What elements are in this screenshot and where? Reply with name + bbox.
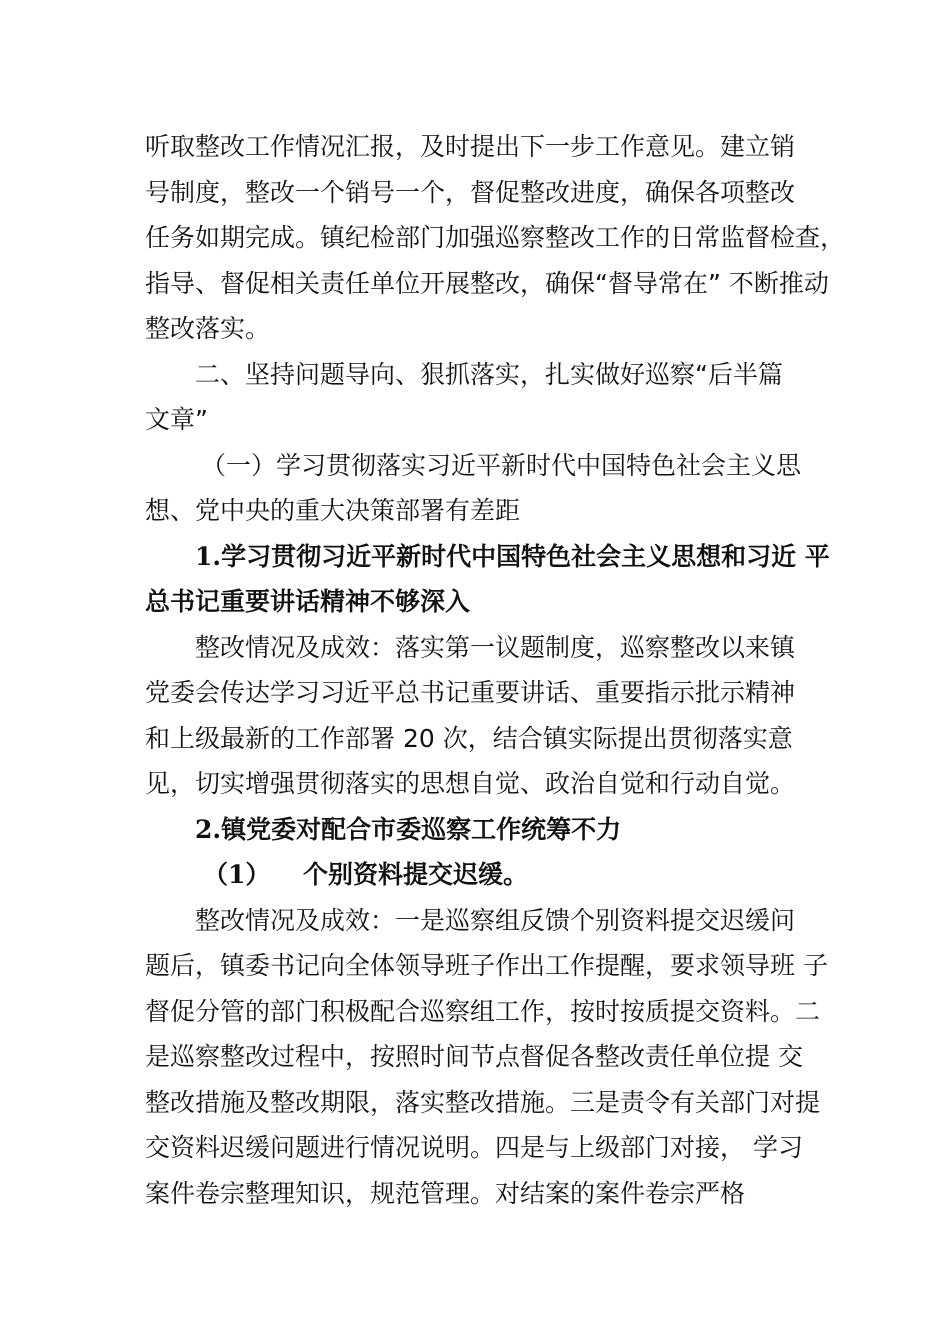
paragraph-rectification-mechanism [145, 124, 846, 352]
sub-item-1 [145, 852, 835, 898]
subsection-heading-1 [145, 443, 835, 534]
section-heading-2 [145, 352, 835, 443]
text-line: 整改情况及成效：落实第一议题制度，巡察整改以来镇 [195, 632, 796, 662]
heading-line: 文章” [145, 405, 208, 434]
title-line: 2.镇党委对配合市委巡察工作统筹不力 [195, 814, 622, 844]
title-line: 1.学习贯彻习近平新时代中国特色社会主义思想和习近 平 [195, 541, 830, 571]
text-line: 整改落实。 [145, 314, 271, 343]
document-body [145, 124, 846, 1216]
title-line: 总书记重要讲话精神不够深入 [145, 587, 471, 616]
heading-line: （一）学习贯彻落实习近平新时代中国特色社会主义思 [201, 450, 802, 480]
item-1-title [145, 534, 835, 625]
item-2-title [145, 807, 835, 853]
text-line: 听取整改工作情况汇报，及时提出下一步工作意见。建立销 [145, 132, 796, 161]
item-2-body [145, 898, 835, 1217]
sub-item-line [145, 852, 835, 898]
heading-line: 二、坚持问题导向、狠抓落实，扎实做好巡察“后半篇 [195, 359, 783, 389]
text-line: 整改措施及整改期限，落实整改措施。三是责令有关部门对提 [145, 1087, 821, 1117]
text-line: 题后，镇委书记向全体领导班子作出工作提醒，要求领导班 子 [145, 951, 828, 980]
text-line: 和上级最新的工作部署 20 次，结合镇实际提出贯彻落实意 [145, 723, 793, 753]
text-line: 任务如期完成。镇纪检部门加强巡察整改工作的日常监督检查， [145, 223, 846, 252]
item-1-body [145, 625, 835, 807]
text-line: 指导、督促相关责任单位开展整改，确保“督导常在” 不断推动 [145, 268, 829, 298]
text-line: 号制度，整改一个销号一个，督促整改进度，确保各项整改 [145, 177, 796, 207]
text-line: 见，切实增强贯彻落实的思想自觉、政治自觉和行动自觉。 [145, 769, 796, 798]
sub-item-text: 个别资料提交迟缓。 [303, 860, 529, 889]
heading-line: 想、党中央的重大决策部署有差距 [145, 496, 521, 525]
text-line: 交资料迟缓问题进行情况说明。四是与上级部门对接， 学习 [145, 1133, 803, 1162]
sub-item-number: （1） [203, 860, 271, 889]
text-line: 党委会传达学习习近平总书记重要讲话、重要指示批示精神 [145, 678, 796, 707]
text-line: 是巡察整改过程中，按照时间节点督促各整改责任单位提 交 [145, 1042, 803, 1071]
text-line: 整改情况及成效：一是巡察组反馈个别资料提交迟缓问 [195, 905, 796, 935]
text-line: 督促分管的部门积极配合巡察组工作，按时按质提交资料。二 [145, 996, 821, 1026]
text-line: 案件卷宗整理知识，规范管理。对结案的案件卷宗严格 [145, 1178, 746, 1208]
